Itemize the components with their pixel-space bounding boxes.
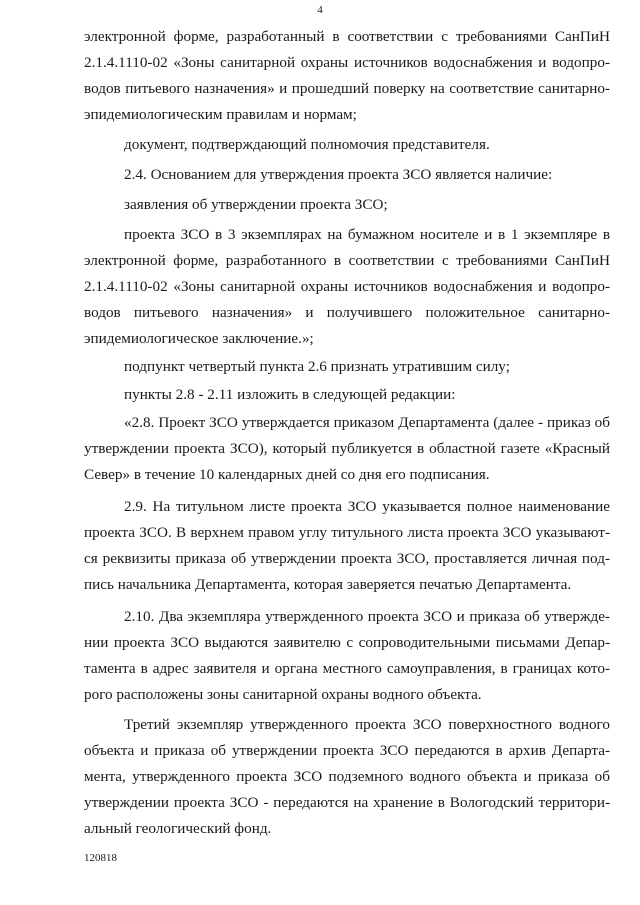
text-line: утверждении проекта ЗСО), который публикуется в областной газете «Красный <box>84 440 610 457</box>
footer-code: 120818 <box>84 852 117 864</box>
text-line: пись начальника Департамента, которая заверяется печатью Департамента. <box>84 576 572 593</box>
text-line: тамента в адрес заявителя и органа местного самоуправления, в границах кото- <box>84 660 610 677</box>
text-line: мента, утвержденного проекта ЗСО подземного водного объекта и приказа об <box>84 768 610 785</box>
text-line: эпидемиологическое заключение.»; <box>84 330 314 347</box>
text-line: ся реквизиты приказа об утверждении проекта ЗСО, проставляется личная под- <box>84 550 610 567</box>
text-line: проекта ЗСО в 3 экземплярах на бумажном носителе и в 1 экземпляре в <box>124 226 610 243</box>
text-line: альный геологический фонд. <box>84 820 272 837</box>
text-line: 2.1.4.1110-02 «Зоны санитарной охраны источников водоснабжения и водопро- <box>84 54 610 71</box>
text-line: электронной форме, разработанного в соответствии с требованиями СанПиН <box>84 252 610 269</box>
text-line: 2.4. Основанием для утверждения проекта ЗСО является наличие: <box>124 166 553 183</box>
text-line: пункты 2.8 - 2.11 изложить в следующей редакции: <box>124 386 456 403</box>
text-line: «2.8. Проект ЗСО утверждается приказом Департамента (далее - приказ об <box>124 414 610 431</box>
text-line: эпидемиологическим правилам и нормам; <box>84 106 357 123</box>
text-line: 2.9. На титульном листе проекта ЗСО указывается полное наименование <box>124 498 610 515</box>
text-line: нии проекта ЗСО выдаются заявителю с сопроводительными письмами Депар- <box>84 634 610 651</box>
text-line: подпункт четвертый пункта 2.6 признать утратившим силу; <box>124 358 510 375</box>
text-line: Север» в течение 10 календарных дней со дня его подписания. <box>84 466 490 483</box>
text-line: Третий экземпляр утвержденного проекта ЗСО поверхностного водного <box>124 716 610 733</box>
text-line: электронной форме, разработанный в соответствии с требованиями СанПиН <box>84 28 610 45</box>
text-line: проекта ЗСО. В верхнем правом углу титульного листа проекта ЗСО указывают- <box>84 524 610 541</box>
text-line: водов питьевого назначения» и прошедший поверку на соответствие санитарно- <box>84 80 610 97</box>
text-line: документ, подтверждающий полномочия представителя. <box>124 136 490 153</box>
text-line: утверждении проекта ЗСО - передаются на хранение в Вологодский территори- <box>84 794 610 811</box>
text-line: 2.1.4.1110-02 «Зоны санитарной охраны источников водоснабжения и водопро- <box>84 278 610 295</box>
text-line: 2.10. Два экземпляра утвержденного проекта ЗСО и приказа об утвержде- <box>124 608 610 625</box>
page-number: 4 <box>317 4 323 16</box>
text-line: рого расположены зоны санитарной охраны водного объекта. <box>84 686 482 703</box>
text-line: водов питьевого назначения» и получившего положительное санитарно- <box>84 304 610 321</box>
text-line: объекта и приказа об утверждении проекта ЗСО передаются в архив Департа- <box>84 742 610 759</box>
text-line: заявления об утверждении проекта ЗСО; <box>124 196 388 213</box>
